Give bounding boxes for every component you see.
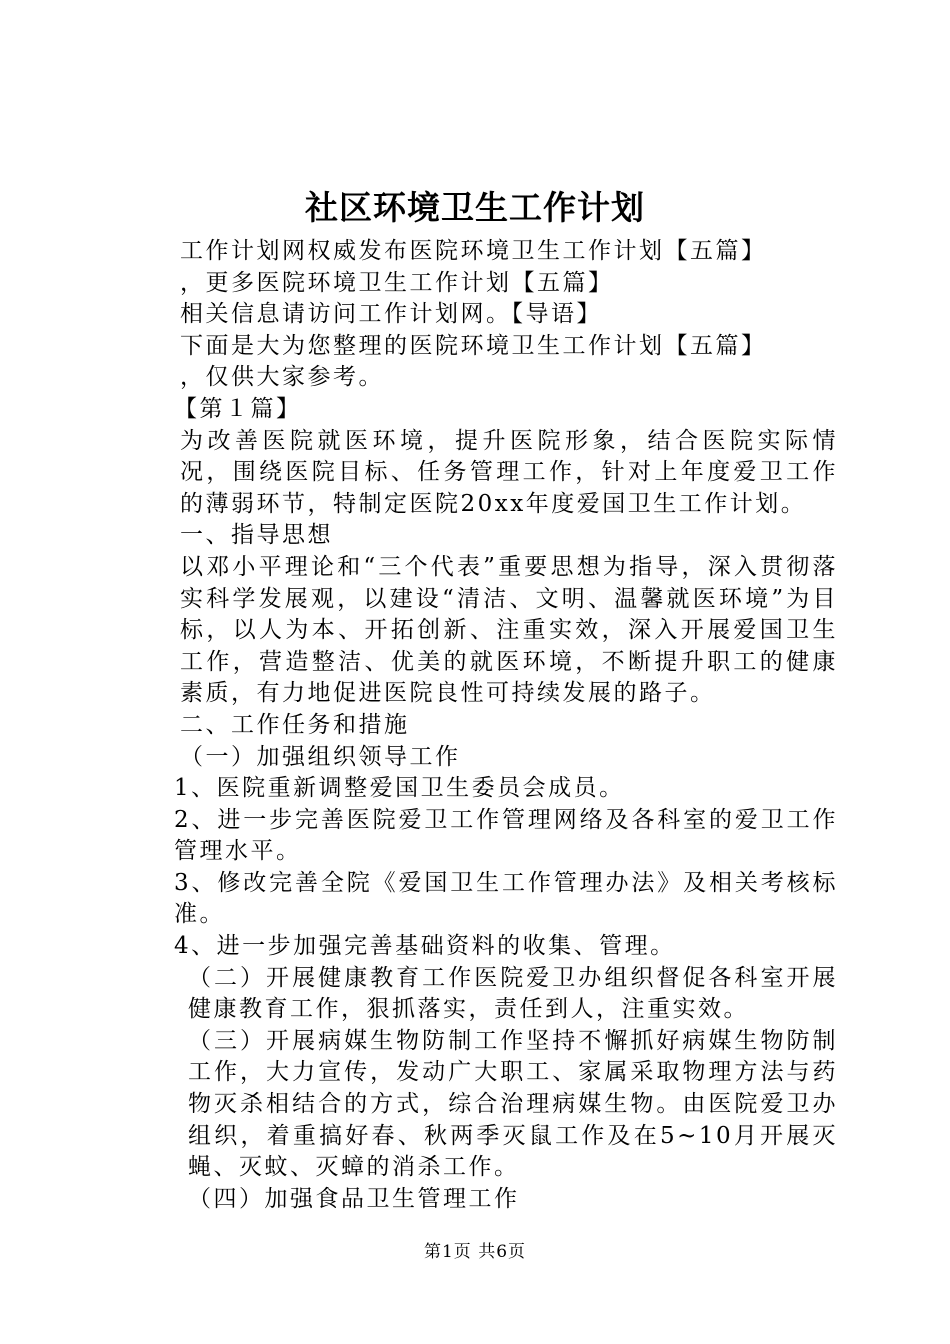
item-3: 3、修改完善全院《爱国卫生工作管理办法》及相关考核标准。	[174, 869, 838, 928]
document-title: 社区环境卫生工作计划	[305, 188, 645, 227]
paragraph-purpose: 为改善医院就医环境，提升医院形象，结合医院实际情况，围绕医院目标、任务管理工作，针对上年度爱卫工作的薄弱环节，特制定医院20xx年度爱国卫生工作计划。	[180, 427, 838, 517]
intro-line-3: 相关信息请访问工作计划网。【导语】	[180, 301, 602, 328]
section-heading-part-1: 【第１篇】	[174, 395, 302, 422]
item-4: 4、进一步加强完善基础资料的收集、管理。	[174, 933, 676, 960]
intro-line-1: 工作计划网权威发布医院环境卫生工作计划【五篇】	[180, 238, 767, 264]
heading-guiding-thought: 一、指导思想	[180, 522, 333, 549]
subheading-organization: （一）加强组织领导工作	[180, 743, 461, 770]
intro-line-5: ，仅供大家参考。	[180, 364, 384, 391]
intro-line-4: 下面是大为您整理的医院环境卫生工作计划【五篇】	[180, 332, 767, 359]
paragraph-health-education: （二）开展健康教育工作医院爱卫办组织督促各科室开展健康教育工作，狠抓落实，责任到人，注重实效。	[188, 964, 838, 1023]
paragraph-guiding-thought: 以邓小平理论和“三个代表”重要思想为指导，深入贯彻落实科学发展观，以建设“清洁、文明、温馨就医环境”为目标，以人为本、开拓创新、注重实效，深入开展爱国卫生工作，营造整洁、优美的就医环境，不断提升职工的健康素质，有力地促进医院良性可持续发展的路子。	[180, 553, 838, 707]
item-2: 2、进一步完善医院爱卫工作管理网络及各科室的爱卫工作管理水平。	[174, 806, 838, 865]
heading-tasks-measures: 二、工作任务和措施	[180, 711, 410, 738]
page-footer: 第1页 共6页	[423, 1242, 527, 1262]
item-1: 1、医院重新调整爱国卫生委员会成员。	[174, 775, 625, 802]
subheading-food-hygiene: （四）加强食品卫生管理工作	[188, 1185, 520, 1212]
intro-line-2: ，更多医院环境卫生工作计划【五篇】	[180, 269, 614, 296]
paragraph-vector-control: （三）开展病媒生物防制工作坚持不懈抓好病媒生物防制工作，大力宣传，发动广大职工、家属采取物理方法与药物灭杀相结合的方式，综合治理病媒生物。由医院爱卫办组织，着重搞好春、秋两季灭鼠工作及在5~10月开展灭蝇、灭蚊、灭蟑的消杀工作。	[188, 1027, 838, 1181]
document-body	[128, 236, 838, 1215]
